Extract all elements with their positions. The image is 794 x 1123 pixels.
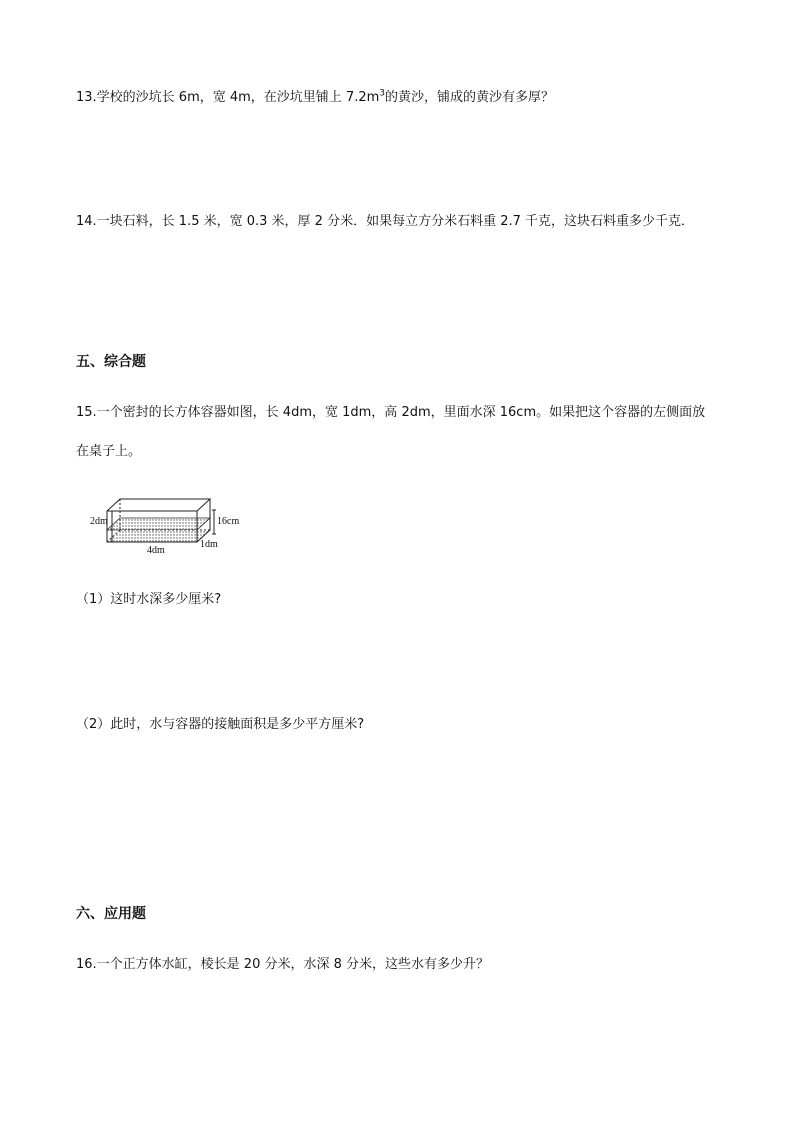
height-label: 2dm xyxy=(90,516,108,527)
section-heading-application: 六、应用题 xyxy=(76,906,146,922)
question-14: 14.一块石料，长 1.5 米，宽 0.3 米，厚 2 分米．如果每立方分米石料重 2.7 千克，这块石料重多少千克． xyxy=(76,214,695,229)
question-15-line-1: 15.一个密封的长方体容器如图，长 4dm，宽 1dm，高 2dm，里面水深 16cm。如果把这个容器的左侧面放 xyxy=(76,405,706,420)
question-13-text-end: 的黄沙，铺成的黄沙有多厚？ xyxy=(385,90,555,105)
question-16: 16.一个正方体水缸，棱长是 20 分米，水深 8 分米，这些水有多少升？ xyxy=(76,957,490,972)
question-15-part-2: （2）此时，水与容器的接触面积是多少平方厘米? xyxy=(76,717,365,732)
superscript-cubed: 3 xyxy=(379,88,386,99)
width-label: 1dm xyxy=(200,539,218,550)
water-surface xyxy=(107,518,210,530)
box-top-face xyxy=(107,499,210,511)
section-heading-comprehensive: 五、综合题 xyxy=(76,354,146,370)
length-label: 4dm xyxy=(147,545,165,556)
water-depth-label: 16cm xyxy=(217,516,240,527)
question-13-text-start: 13.学校的沙坑长 6m，宽 4m，在沙坑里铺上 7.2m xyxy=(76,90,380,105)
container-bottom xyxy=(107,530,210,542)
question-15-line-2: 在桌子上。 xyxy=(76,444,142,459)
question-15-part-1: （1）这时水深多少厘米? xyxy=(76,592,222,607)
question-13 xyxy=(76,90,554,106)
container-figure xyxy=(86,492,256,556)
